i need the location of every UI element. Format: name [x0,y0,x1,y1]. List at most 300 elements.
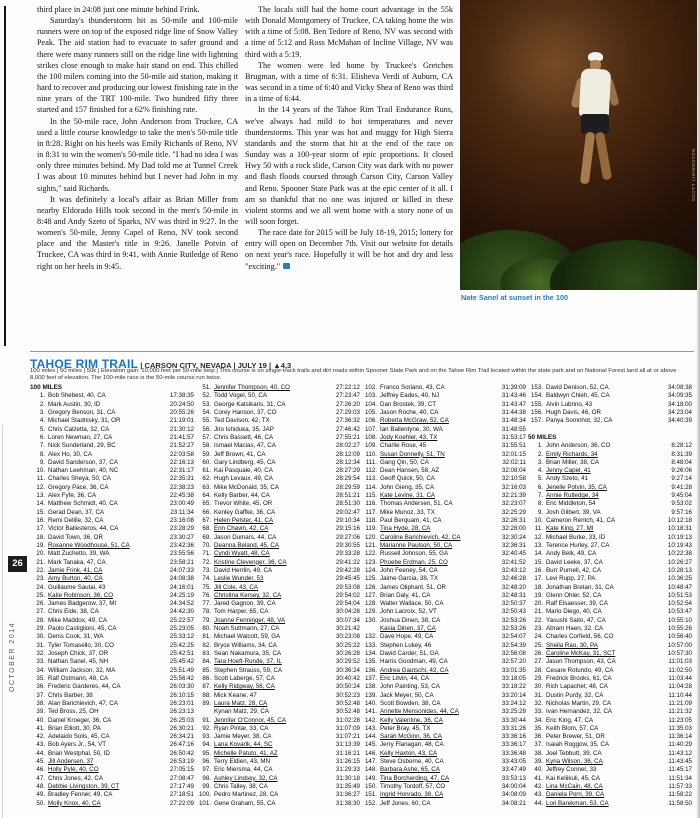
result-row [30,392,194,400]
result-runner: Alex Ho, 30, CA [48,450,93,458]
result-place: 43. [534,791,543,799]
result-time: 29:54:04 [335,600,360,608]
result-row [362,451,526,459]
result-runner: Dan Brostek, 39, CT [380,400,437,408]
result-row [30,783,194,791]
result-time: 31:26:15 [335,758,360,766]
result-runner: Jeffrey Eades, 40, NJ [380,392,440,400]
result-place: 142. [364,716,377,724]
result-place: 20. [36,550,45,558]
result-runner: Mike Maddox, 49, CA [48,616,108,624]
result-time: 28:02:27 [335,442,360,450]
result-place: 107. [364,425,377,433]
result-time: 31:43:47 [501,400,526,408]
result-row [528,617,692,625]
result-place: 105. [364,408,377,416]
result-row [30,575,194,583]
result-row [30,517,194,525]
result-time: 33:36:17 [501,741,526,749]
result-runner: Baldwyn Chieh, 45, CA [546,392,610,400]
result-time: 30:50:24 [335,683,360,691]
result-time: 21:41:57 [169,433,194,441]
result-row [30,741,194,749]
result-time: 21:52:27 [169,442,194,450]
result-place: 6. [537,483,543,491]
result-time: 11:04:28 [668,683,692,691]
result-row [30,733,194,741]
result-runner: Jennifer Thompson, 40, CO [214,384,290,391]
result-row [196,625,360,633]
result-place: 33. [36,658,45,666]
result-place: 21. [534,608,543,616]
result-place: 42. [36,733,45,741]
result-time: 11:23:05 [668,716,692,724]
result-runner: Jared Gagnon, 39, CA [214,600,276,608]
result-time: 10:22:38 [667,550,692,558]
result-time: 28:29:54 [335,475,360,483]
result-time: 31:35:49 [335,783,360,790]
result-runner: Nicholas Martin, 29, CA [546,699,611,707]
result-row [362,384,526,392]
result-time: 32:25:29 [501,508,526,516]
result-place: 42. [534,783,543,790]
result-row [528,525,692,533]
result-place: 21. [36,558,45,566]
result-place: 121. [364,541,377,549]
result-place: 63. [202,483,211,491]
result-runner: Peter Bray, 45, TX [380,724,431,732]
result-row [362,783,526,791]
result-place: 153. [530,384,543,391]
result-row [30,442,194,450]
race-header: 100 MILES [30,384,62,391]
result-time: 24:07:33 [169,566,194,574]
result-runner: Sean Nakamura, 35, CA [214,650,282,657]
result-place: 71. [202,550,211,558]
result-time: 31:07:21 [335,733,360,741]
result-runner: Steve Osborne, 40, CA [380,758,444,766]
result-row [528,650,692,658]
result-runner: Michael Stadnisky, 31, OR [48,417,121,425]
result-runner: Chris Eide, 38, CA [48,608,99,616]
result-place: 10. [534,517,543,524]
result-row [196,683,360,691]
result-row [528,534,692,542]
result-time: 32:21:39 [501,492,526,500]
result-time: 32:46:28 [501,575,526,583]
result-runner: Lina McCain, 48, CA [546,783,603,790]
result-runner: Kasia Dinen, 37, CA [380,625,436,633]
result-row [196,567,360,575]
result-place: 81. [202,633,211,641]
result-place: 11. [36,475,45,483]
result-place: 18. [534,583,543,591]
result-row [196,783,360,791]
result-time: 24:08:38 [169,575,194,583]
binding-line-lower [2,425,3,818]
result-place: 56. [202,425,211,433]
result-row [362,750,526,758]
result-time: 28:27:29 [335,467,360,475]
article-paragraph: In the 50-mile race, John Anderson from Truckee, CA used a little course knowledge to take the men's 50-mile title in 8:28. Right on his heels was Emily Richards of Reno, NV in 8:31 to win the women's 50-mile title. "I had no idea I was only three minutes behind. My Dad told me at Tunnel Creek I was about 10 minutes behind but I never had John in my sights," said Richards. [37,116,238,193]
result-time: 30:07:34 [335,616,360,624]
result-row [362,592,526,600]
result-row [196,442,360,450]
result-place: 129. [364,608,377,616]
result-time: 25:56:42 [169,674,194,682]
result-runner: Michelle Patuto, 41, AZ [214,749,278,757]
result-runner: Holly Pyle, 40, CO [48,766,99,774]
result-runner: Victor Ballesteros, 44, CA [48,525,119,533]
result-runner: Alan Barichievich, 47, CA [48,699,118,707]
result-runner: Susan Donnelly, 51, TN [380,450,445,458]
result-row [196,725,360,733]
result-runner: Peter Brewer, 51, OR [546,733,605,741]
result-row [528,409,692,417]
result-runner: Jaime Garcia, 38, TX [380,575,439,583]
result-time: 26:50:42 [169,749,194,757]
result-row [362,725,526,733]
result-row [528,392,692,400]
result-row [30,401,194,409]
result-runner: Mick Keane, 47 [214,691,257,699]
result-runner: Guillaume Sautai, 43 [48,583,106,591]
result-row [196,500,360,508]
result-runner: Thomas Andersen, 51, CA [380,500,453,508]
result-place: 40. [36,716,45,724]
result-runner: Ashley Lindsey, 32, CA [214,774,278,782]
result-row [362,417,526,425]
result-runner: Jason Roche, 40, CA [380,408,439,416]
result-row [196,434,360,442]
result-runner: Andy Belk, 49, CA [546,550,597,558]
result-runner: Mario Diego, 40, CA [546,608,602,616]
result-place: 88. [202,691,211,699]
result-place: 4. [537,467,543,475]
result-row [196,401,360,409]
result-row [528,658,692,666]
result-runner: Todd Vogel, 50, CA [214,392,267,400]
result-time: 11:35:03 [668,724,692,732]
result-place: 154. [530,392,543,400]
result-runner: Frederic Garderes, 44, CA [48,683,121,691]
result-runner: Kai Pasquale, 40, CA [214,467,273,475]
result-runner: Chris Bassett, 46, CA [214,433,274,441]
result-place: 44. [36,749,45,757]
result-runner: George Katsikaris, 31, CA [214,400,286,408]
result-row [196,584,360,592]
result-time: 30:04:28 [335,608,360,616]
result-runner: Kai Keliikuli, 45, CA [546,774,600,782]
result-place: 43. [36,741,45,749]
result-time: 31:48:55 [501,425,526,433]
result-row [196,766,360,774]
result-runner: Kenley Gaffke, 36, CA [214,508,276,516]
result-place: 140. [364,699,377,707]
result-time: 8:28:12 [671,442,692,450]
result-time: 32:02:11 [502,458,526,466]
result-row [30,758,194,766]
result-time: 28:51:30 [335,500,360,508]
result-place: 91. [202,716,211,724]
result-runner: Nick Sunderland, 29, BC [48,442,116,450]
result-time: 11:45:17 [668,766,692,774]
result-place: 136. [364,666,377,674]
result-place: 143. [364,724,377,732]
result-time: 32:50:43 [501,608,526,616]
result-row [528,675,692,683]
result-runner: Adelaido Solis, 45, CA [48,733,110,741]
result-row [528,633,692,641]
result-row [528,791,692,799]
result-place: 60. [202,458,211,466]
result-runner: Tara Hoeft-Runde, 37, IL [214,658,282,666]
result-time: 10:28:13 [667,566,692,574]
result-time: 26:03:30 [169,683,194,691]
result-runner: Corey Hanson, 37, CO [214,408,277,416]
result-runner: Cameron Rentch, 41, CA [546,517,616,524]
result-place: 69. [202,533,211,541]
result-row [362,484,526,492]
result-place: 82. [202,641,211,649]
result-time: 25:45:42 [169,658,194,666]
result-row [362,791,526,799]
result-runner: Tina Borcherding, 47, CA [380,774,450,782]
result-time: 32:08:04 [501,467,526,475]
result-runner: Brian Elliott, 30, PA [48,724,101,732]
result-row [30,625,194,633]
result-row [528,600,692,608]
result-place: 15. [534,558,543,566]
result-row [528,517,692,525]
result-time: 29:02:47 [335,508,360,516]
result-row [30,708,194,716]
result-place: 29. [534,674,543,682]
result-row [30,492,194,500]
result-place: 110. [365,450,377,458]
result-row [30,775,194,783]
result-time: 29:53:08 [335,583,360,591]
result-time: 31:39:09 [501,384,526,391]
result-row [362,401,526,409]
result-runner: Joel Tebbutt, 39, CA [546,749,602,757]
result-runner: Jamie Frink, 41, CA [48,566,103,574]
result-row [196,534,360,542]
result-time: 33:25:28 [501,708,526,716]
result-runner: Gerad Dean, 37, CA [48,508,105,516]
result-time: 31:13:39 [335,741,360,749]
result-row [196,708,360,716]
result-runner: Bob Shebest, 40, CA [48,392,106,400]
result-time: 22:03:58 [169,450,194,458]
result-place: 3. [39,408,45,416]
result-runner: Ryan Pintar, 33, CA [214,724,269,732]
result-row [196,758,360,766]
result-runner: Timothy Tordoff, 57, CO [380,783,446,790]
result-row [528,500,692,508]
result-row [528,401,692,409]
result-row [30,417,194,425]
result-row [196,550,360,558]
result-runner: Chris Barber, 38 [48,691,93,699]
result-runner: Charles Sheya, 50, CA [48,475,111,483]
result-place: 147. [364,758,377,766]
result-row [196,741,360,749]
result-place: 18. [36,533,45,541]
result-place: 97. [202,766,211,774]
result-row [30,791,194,799]
result-runner: Lana Kovarik, 44, SC [214,741,273,749]
result-time: 27:08:47 [169,774,194,782]
result-row [30,608,194,616]
result-runner: Lori Barekman, 53, CA [546,799,609,807]
result-time: 31:43:46 [501,392,526,400]
result-place: 58. [202,442,211,450]
result-runner: Hugh Davis, 46, OR [546,408,602,416]
result-place: 114. [365,483,377,491]
result-place: 26. [36,600,45,608]
result-row [362,625,526,633]
result-row [196,633,360,641]
result-time: 20:24:50 [169,400,194,408]
result-row [528,708,692,716]
result-row [30,542,194,550]
result-time: 9:57:16 [671,508,692,516]
result-runner: Kate Levine, 31, CA [380,492,436,500]
result-runner: John Anderson, 36, CO [546,442,611,450]
race-header: 50 MILES [528,433,557,441]
result-time: 31:02:28 [335,716,360,724]
result-row [30,484,194,492]
edition-date: OCTOBER 2014 [9,621,16,692]
result-time: 29:30:55 [335,541,360,549]
result-runner: Roberta McGraw, 52, CA [380,417,449,425]
result-row [196,542,360,550]
result-time: 34:00:04 [501,783,526,790]
result-time: 10:51:53 [667,591,692,599]
result-time: 25:42:51 [169,650,194,657]
result-row [528,775,692,783]
result-runner: Nathan Leehman, 40, NC [48,467,119,475]
result-time: 11:21:09 [668,699,692,707]
result-place: 30. [36,633,45,641]
result-row [528,575,692,583]
result-time: 30:52:48 [335,708,360,716]
result-row [30,426,194,434]
result-place: 130. [364,616,377,624]
result-time: 11:21:32 [668,708,692,716]
result-place: 85. [202,666,211,674]
result-runner: Loren Newman, 27, CA [48,433,113,441]
result-time: 10:19:43 [667,541,692,549]
result-place: 4. [39,417,45,425]
result-row [528,417,692,425]
result-time: 27:46:42 [335,425,360,433]
result-place: 13. [534,541,543,549]
result-runner: Jill Andersen, 37 [48,758,94,766]
result-runner: Tom Harper, 65, CA [214,608,269,616]
results-column-2 [196,384,360,808]
result-row [30,717,194,725]
result-runner: Gary Lindberg, 45, CA [214,458,276,466]
result-row [528,642,692,650]
result-row [196,525,360,533]
result-row [528,459,692,467]
result-time: 32:36:31 [501,541,526,549]
result-time: 22:45:38 [169,492,194,500]
result-runner: Matthew Schmidt, 40, CA [48,500,118,508]
result-time: 30:52:48 [335,699,360,707]
result-time: 11:03:44 [668,674,692,682]
result-place: 29. [36,625,45,633]
result-place: 66. [202,508,211,516]
result-row [196,384,360,392]
article-paragraph: In the 14 years of the Tahoe Rim Trail Endurance Runs, we've always had mild to hot temperatures and never thunderstorms. This year was hot and muggy for High Sierra standards and the storm that hit at the end of the race on Sunday was a 100-year storm of epic proportions. It closed Hwy 50 with a rock slide, Carson City was dark with no power and flash floods coursed through Carson City, Carson Valley and Reno. Spooner State Park was at the epic center of it all. I am so thankful that no one was injured or killed in these violent storms and we all went home with a story none of us will soon forget. [245,105,453,226]
result-runner: Ralf Ostmann, 48, CA [48,674,109,682]
result-row [362,733,526,741]
result-runner: Caroline McKay, 31, SCT [546,650,616,657]
result-row [528,725,692,733]
result-runner: Rich Lapachet, 48, CA [546,683,608,691]
result-time: 21:19:01 [169,417,194,425]
result-place: 73. [202,566,211,574]
result-time: 34:08:09 [501,791,526,799]
result-row [362,426,526,434]
result-runner: Jason Dumars, 44, CA [214,533,277,541]
result-place: 84. [202,658,211,666]
result-place: 122. [364,550,377,558]
result-place: 35. [36,674,45,682]
result-runner: Jody Koehler, 43, TX [380,433,438,441]
result-runner: Brian Daly, 41, CA [380,591,431,599]
result-time: 17:38:35 [169,392,194,400]
result-time: 32:28:00 [501,525,526,533]
result-time: 32:50:37 [501,600,526,608]
result-row [362,775,526,783]
result-place: 35. [534,724,543,732]
result-place: 22. [36,566,45,574]
runner-leg [580,132,595,185]
result-runner: Debbie Livingston, 39, CT [48,783,120,790]
result-row [362,741,526,749]
result-row [196,675,360,683]
runner-shorts [581,114,609,134]
result-row [30,592,194,600]
result-time: 26:47:16 [169,741,194,749]
result-row [362,675,526,683]
result-time: 8:31:39 [671,450,692,458]
result-runner: Nathan Sanel, 45, NH [48,658,109,666]
result-runner: Fredrick Brooks, 61, CA [546,674,612,682]
result-place: 76. [202,591,211,599]
result-time: 27:18:51 [169,791,194,799]
result-place: 20. [534,600,543,608]
result-time: 27:36:32 [335,417,360,425]
result-row [362,475,526,483]
result-time: 32:23:07 [501,500,526,508]
result-runner: Kristine Clevenger, 36, CA [214,558,287,566]
result-row [362,525,526,533]
result-row [196,592,360,600]
result-runner: Gregory Benson, 31, CA [48,408,116,416]
result-place: 119. [365,525,377,533]
result-runner: Erin Chavin, 42, CA [214,525,269,533]
result-time: 29:27:06 [335,533,360,541]
result-place: 102. [364,384,377,391]
result-place: 134. [364,650,377,657]
result-runner: Jenny Capel, 41 [546,467,591,475]
result-place: 24. [36,583,45,591]
